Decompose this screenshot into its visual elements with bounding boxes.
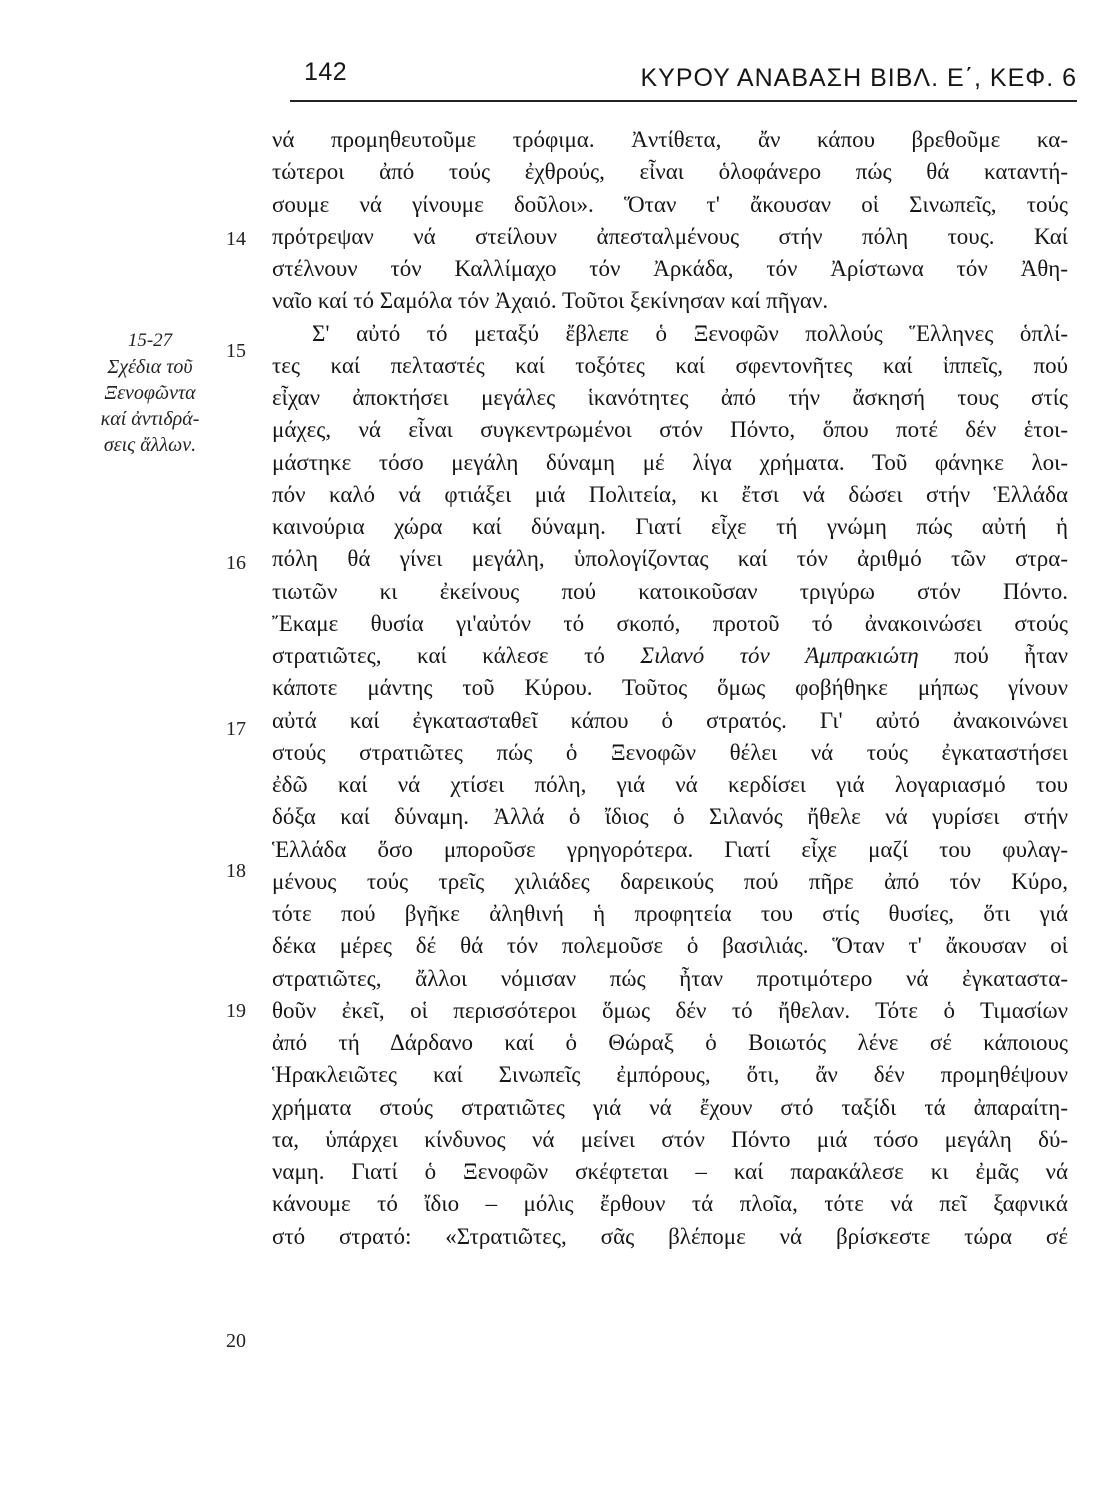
text-line: δέκα μέρες δέ θά τόν πολεμοῦσε ὁ βασιλιάς. Ὅταν τ' ἄκουσαν οἱ [272, 933, 1068, 959]
text-line: στούς στρατιῶτες πώς ὁ Ξενοφῶν θέλει νά τούς ἐγκαταστήσει [272, 739, 1068, 765]
text-line: ναῖο καί τό Σαμόλα τόν Ἀχαιό. Τοῦτοι ξεκίνησαν καί πῆγαν. [272, 288, 829, 314]
margin-note [60, 328, 240, 458]
text-line: ἐδῶ καί νά χτίσει πόλη, γιά νά κερδίσει γιά λογαριασμό του [272, 772, 1068, 797]
margin-note-line: σεις ἄλλων. [103, 434, 197, 456]
text-line: πόν καλό νά φτιάξει μιά Πολιτεία, κι ἔτσι νά δώσει στήν Ἑλλάδα [272, 481, 1068, 507]
text-line: στό στρατό: «Στρατιῶτες, σᾶς βλέπομε νά βρίσκεστε τώρα σέ [272, 1223, 1068, 1249]
text-line: μάστηκε τόσο μεγάλη δύναμη μέ λίγα χρήματα. Τοῦ φάνηκε λοι- [272, 449, 1068, 475]
section-number-17: 17 [226, 718, 246, 740]
section-number-16: 16 [226, 552, 246, 574]
margin-note-line: Ξενοφῶντα [104, 382, 196, 404]
text-line: πρότρεψαν νά στείλουν ἀπεσταλμένους στήν πόλη τους. Καί [272, 223, 1068, 249]
text-line: μένους τούς τρεῖς χιλιάδες δαρεικούς πού πῆρε ἀπό τόν Κύρο, [272, 868, 1068, 894]
italic-name: Σιλανό τόν Ἀμπρακιώτη [640, 643, 919, 668]
text-line: νά προμηθευτοῦμε τρόφιμα. Ἀντίθετα, ἄν κάπου βρεθοῦμε κα- [272, 127, 1068, 152]
text-fragment: πού ἦταν [918, 643, 1068, 668]
text-line: χρήματα στούς στρατιῶτες γιά νά ἔχουν στό ταξίδι τά ἀπαραίτη- [272, 1094, 1068, 1120]
text-line: τες καί πελταστές καί τοξότες καί σφεντονῆτες καί ἱππεῖς, πού [272, 352, 1068, 378]
body-text [272, 124, 1068, 1253]
text-line: τότε πού βγῆκε ἀληθινή ἡ προφητεία του στίς θυσίες, ὅτι γιά [272, 901, 1068, 926]
text-line: Ἑλλάδα ὅσο μποροῦσε γρηγορότερα. Γιατί εἶχε μαζί του φυλαγ- [272, 836, 1068, 862]
section-number-20: 20 [226, 1330, 246, 1352]
section-number-18: 18 [226, 860, 246, 882]
margin-note-line: καί ἀντιδρά- [100, 408, 200, 430]
text-line: τώτεροι ἀπό τούς ἐχθρούς, εἶναι ὁλοφάνερο πώς θά καταντή- [272, 159, 1068, 185]
section-number-19: 19 [226, 1000, 246, 1022]
text-line: σουμε νά γίνουμε δοῦλοι». Ὅταν τ' ἄκουσαν οἱ Σινωπεῖς, τούς [272, 191, 1068, 217]
section-number-14: 14 [226, 228, 246, 250]
page-number: 142 [304, 58, 348, 86]
margin-note-range: 15-27 [127, 330, 173, 351]
text-fragment: στρατιῶτες, καί κάλεσε τό [272, 643, 641, 668]
text-line: ἀπό τή Δάρδανο καί ὁ Θώραξ ὁ Βοιωτός λένε σέ κάποιους [272, 1030, 1068, 1055]
section-number-15: 15 [226, 340, 246, 362]
text-line: καινούρια χώρα καί δύναμη. Γιατί εἶχε τή γνώμη πώς αὐτή ἡ [272, 514, 1068, 539]
text-line: Ἔκαμε θυσία γι'αὐτόν τό σκοπό, προτοῦ τό ἀνακοινώσει στούς [272, 610, 1068, 636]
running-title: ΚΥΡΟΥ ΑΝΑΒΑΣΗ ΒΙΒΛ. Ε΄, ΚΕΦ. 6 [640, 64, 1077, 92]
page-header [290, 50, 1077, 102]
text-line: θοῦν ἐκεῖ, οἱ περισσότεροι ὅμως δέν τό ἤθελαν. Τότε ὁ Τιμασίων [272, 997, 1068, 1023]
text-line: εἶχαν ἀποκτήσει μεγάλες ἱκανότητες ἀπό τήν ἄσκησή τους στίς [272, 385, 1068, 410]
text-line: στρατιῶτες, ἄλλοι νόμισαν πώς ἦταν προτιμότερο νά ἐγκαταστα- [272, 965, 1068, 991]
text-line: κάνουμε τό ἴδιο – μόλις ἔρθουν τά πλοῖα, τότε νά πεῖ ξαφνικά [272, 1191, 1068, 1217]
text-line: τα, ὑπάρχει κίνδυνος νά μείνει στόν Πόντο μιά τόσο μεγάλη δύ- [272, 1126, 1068, 1152]
text-line: αὐτά καί ἐγκατασταθεῖ κάπου ὁ στρατός. Γι' αὐτό ἀνακοινώνει [272, 707, 1068, 733]
text-line: πόλη θά γίνει μεγάλη, ὑπολογίζοντας καί τόν ἀριθμό τῶν στρα- [272, 546, 1068, 572]
text-line [272, 640, 1068, 672]
text-line: κάποτε μάντης τοῦ Κύρου. Τοῦτος ὅμως φοβήθηκε μήπως γίνουν [272, 675, 1068, 701]
text-line: στέλνουν τόν Καλλίμαχο τόν Ἀρκάδα, τόν Ἀρίστωνα τόν Ἀθη- [272, 256, 1068, 281]
text-line: δόξα καί δύναμη. Ἀλλά ὁ ἴδιος ὁ Σιλανός ἤθελε νά γυρίσει στήν [272, 804, 1068, 830]
text-line: Ἡρακλειῶτες καί Σινωπεῖς ἐμπόρους, ὅτι, ἄν δέν προμηθέψουν [272, 1062, 1068, 1088]
text-line: μάχες, νά εἶναι συγκεντρωμένοι στόν Πόντο, ὅπου ποτέ δέν ἑτοι- [272, 417, 1068, 443]
text-line: ναμη. Γιατί ὁ Ξενοφῶν σκέφτεται – καί παρακάλεσε κι ἐμᾶς νά [272, 1159, 1068, 1184]
margin-note-line: Σχέδια τοῦ [107, 356, 193, 378]
text-line: τιωτῶν κι ἐκείνους πού κατοικοῦσαν τριγύρω στόν Πόντο. [272, 578, 1068, 604]
text-line: Σ' αὐτό τό μεταξύ ἔβλεπε ὁ Ξενοφῶν πολλούς Ἕλληνες ὁπλί- [312, 320, 1068, 346]
